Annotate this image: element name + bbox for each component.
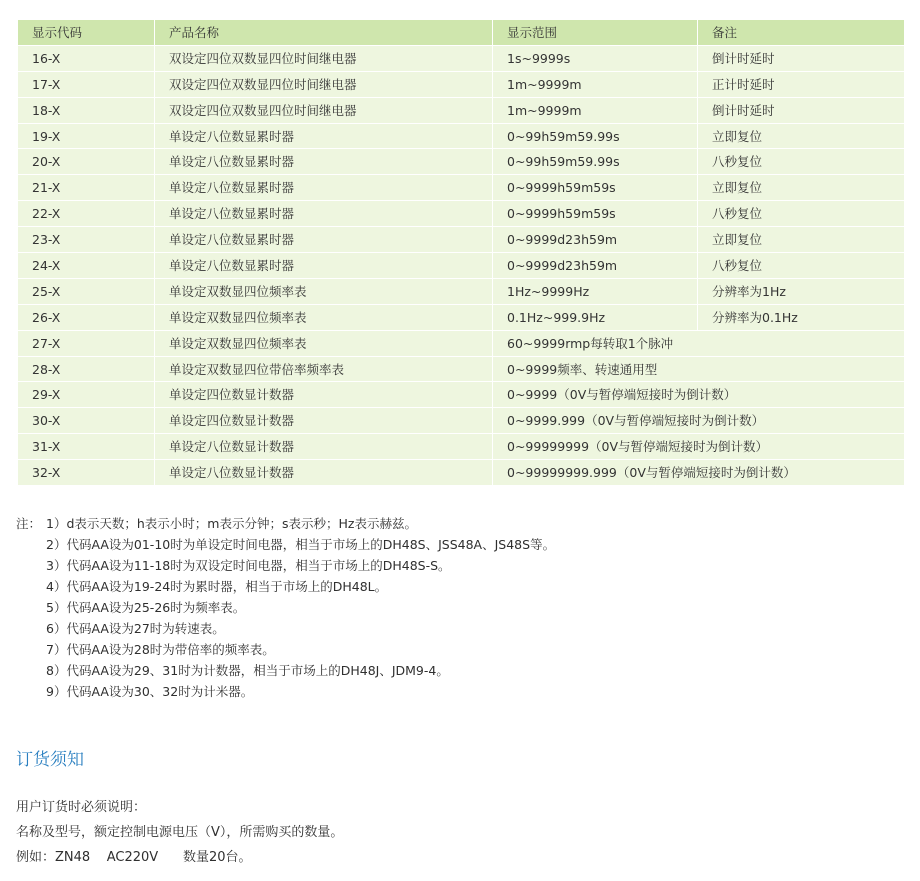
cell-product-name: 单设定四位数显计数器 bbox=[155, 382, 493, 407]
cell-display-range: 0~99h59m59.99s bbox=[493, 149, 698, 174]
cell-code: 31-X bbox=[18, 434, 155, 459]
note-text: 5）代码AA设为25-26时为频率表。 bbox=[46, 600, 246, 615]
cell-display-range: 0~99999999（0V与暂停端短接时为倒计数） bbox=[507, 439, 769, 455]
cell-display-range: 1m~9999m bbox=[493, 98, 698, 123]
cell-product-name: 单设定八位数显累时器 bbox=[155, 227, 493, 252]
cell-remark: 立即复位 bbox=[712, 128, 763, 144]
cell-display-range: 1s~9999s bbox=[493, 46, 698, 71]
cell-display-range: 1m~9999m bbox=[493, 72, 698, 97]
table-row bbox=[18, 305, 904, 331]
notes-section bbox=[16, 513, 555, 702]
table-row bbox=[18, 357, 904, 383]
cell-remark: 立即复位 bbox=[712, 180, 763, 196]
cell-code: 30-X bbox=[18, 408, 155, 433]
note-indent bbox=[16, 555, 46, 576]
cell-remark: 正计时延时 bbox=[712, 76, 775, 92]
cell-code: 17-X bbox=[18, 72, 155, 97]
cell-product-name: 单设定双数显四位频率表 bbox=[155, 305, 493, 330]
cell-display-range: 0~9999d23h59m bbox=[493, 227, 698, 252]
note-item bbox=[16, 639, 555, 660]
cell-remark: 分辨率为1Hz bbox=[712, 283, 786, 299]
header-remark: 备注 bbox=[712, 25, 738, 40]
cell-display-range: 0~9999d23h59m bbox=[493, 253, 698, 278]
note-text: 9）代码AA设为30、32时为计米器。 bbox=[46, 684, 254, 699]
cell-code: 19-X bbox=[18, 124, 155, 149]
table-row bbox=[18, 175, 904, 201]
cell-code: 29-X bbox=[18, 382, 155, 407]
note-indent bbox=[16, 576, 46, 597]
note-text: 1）d表示天数；h表示小时；m表示分钟；s表示秒；Hz表示赫兹。 bbox=[46, 516, 417, 531]
note-item bbox=[16, 555, 555, 576]
table-row bbox=[18, 46, 904, 72]
note-item bbox=[16, 681, 555, 702]
order-notice-body bbox=[16, 795, 343, 870]
cell-product-name: 单设定双数显四位带倍率频率表 bbox=[155, 357, 493, 382]
cell-product-name: 单设定双数显四位频率表 bbox=[155, 331, 493, 356]
header-display-range: 显示范围 bbox=[493, 20, 698, 45]
cell-product-name: 单设定八位数显累时器 bbox=[155, 201, 493, 226]
cell-product-name: 单设定双数显四位频率表 bbox=[155, 279, 493, 304]
note-indent bbox=[16, 681, 46, 702]
cell-product-name: 单设定八位数显计数器 bbox=[155, 460, 493, 485]
header-code: 显示代码 bbox=[18, 20, 155, 45]
note-indent bbox=[16, 597, 46, 618]
cell-code: 22-X bbox=[18, 201, 155, 226]
cell-code: 32-X bbox=[18, 460, 155, 485]
note-item bbox=[16, 660, 555, 681]
cell-display-range: 1Hz~9999Hz bbox=[493, 279, 698, 304]
table-row bbox=[18, 382, 904, 408]
table-row bbox=[18, 124, 904, 150]
cell-code: 26-X bbox=[18, 305, 155, 330]
cell-display-range: 0~9999.999（0V与暂停端短接时为倒计数） bbox=[507, 413, 765, 429]
note-text: 7）代码AA设为28时为带倍率的频率表。 bbox=[46, 642, 275, 657]
cell-display-range: 0~99999999.999（0V与暂停端短接时为倒计数） bbox=[507, 465, 796, 481]
table-row bbox=[18, 253, 904, 279]
header-product-name: 产品名称 bbox=[155, 20, 493, 45]
table-row bbox=[18, 331, 904, 357]
cell-display-range: 0~99h59m59.99s bbox=[493, 124, 698, 149]
note-text: 3）代码AA设为11-18时为双设定时间电器，相当于市场上的DH48S-S。 bbox=[46, 558, 451, 573]
order-line: 例如：ZN48 AC220V 数量20台。 bbox=[16, 850, 252, 865]
cell-product-name: 单设定八位数显累时器 bbox=[155, 149, 493, 174]
cell-display-range: 0~9999频率、转速通用型 bbox=[507, 361, 658, 377]
cell-display-range: 60~9999rmp每转取1个脉冲 bbox=[507, 335, 674, 351]
note-indent bbox=[16, 639, 46, 660]
cell-product-name: 双设定四位双数显四位时间继电器 bbox=[155, 72, 493, 97]
note-prefix: 注： bbox=[16, 516, 42, 531]
product-code-table bbox=[18, 20, 904, 486]
table-row bbox=[18, 72, 904, 98]
cell-code: 27-X bbox=[18, 331, 155, 356]
order-notice-title: 订货须知 bbox=[16, 750, 84, 770]
table-body bbox=[18, 46, 904, 486]
note-item bbox=[16, 576, 555, 597]
note-item bbox=[16, 597, 555, 618]
cell-product-name: 双设定四位双数显四位时间继电器 bbox=[155, 46, 493, 71]
cell-product-name: 双设定四位双数显四位时间继电器 bbox=[155, 98, 493, 123]
note-indent bbox=[16, 534, 46, 555]
cell-display-range: 0~9999h59m59s bbox=[493, 175, 698, 200]
table-row bbox=[18, 460, 904, 486]
table-header-row bbox=[18, 20, 904, 46]
cell-code: 24-X bbox=[18, 253, 155, 278]
note-text: 6）代码AA设为27时为转速表。 bbox=[46, 621, 225, 636]
cell-display-range: 0~9999h59m59s bbox=[493, 201, 698, 226]
table-row bbox=[18, 408, 904, 434]
table-row bbox=[18, 434, 904, 460]
note-item bbox=[16, 618, 555, 639]
table-row bbox=[18, 279, 904, 305]
cell-product-name: 单设定八位数显累时器 bbox=[155, 253, 493, 278]
cell-code: 28-X bbox=[18, 357, 155, 382]
cell-remark: 倒计时延时 bbox=[712, 102, 775, 118]
cell-product-name: 单设定四位数显计数器 bbox=[155, 408, 493, 433]
cell-code: 23-X bbox=[18, 227, 155, 252]
note-text: 2）代码AA设为01-10时为单设定时间电器，相当于市场上的DH48S、JSS48A、JS48S等。 bbox=[46, 537, 556, 552]
cell-code: 21-X bbox=[18, 175, 155, 200]
cell-code: 20-X bbox=[18, 149, 155, 174]
table-row bbox=[18, 98, 904, 124]
note-text: 4）代码AA设为19-24时为累时器，相当于市场上的DH48L。 bbox=[46, 579, 388, 594]
cell-remark: 八秒复位 bbox=[712, 206, 763, 222]
cell-product-name: 单设定八位数显累时器 bbox=[155, 175, 493, 200]
cell-remark: 八秒复位 bbox=[712, 154, 763, 170]
cell-display-range: 0.1Hz~999.9Hz bbox=[493, 305, 698, 330]
cell-code: 25-X bbox=[18, 279, 155, 304]
order-line: 用户订货时必须说明： bbox=[16, 800, 147, 815]
note-text: 8）代码AA设为29、31时为计数器，相当于市场上的DH48J、JDM9-4。 bbox=[46, 663, 449, 678]
table-row bbox=[18, 149, 904, 175]
cell-remark: 八秒复位 bbox=[712, 258, 763, 274]
table-row bbox=[18, 227, 904, 253]
cell-product-name: 单设定八位数显计数器 bbox=[155, 434, 493, 459]
cell-remark: 分辨率为0.1Hz bbox=[712, 309, 798, 325]
note-indent bbox=[16, 618, 46, 639]
note-item bbox=[16, 534, 555, 555]
cell-remark: 倒计时延时 bbox=[712, 50, 775, 66]
cell-remark: 立即复位 bbox=[712, 232, 763, 248]
note-item bbox=[16, 513, 555, 534]
cell-code: 16-X bbox=[18, 46, 155, 71]
note-indent bbox=[16, 660, 46, 681]
cell-display-range: 0~9999（0V与暂停端短接时为倒计数） bbox=[507, 387, 737, 403]
cell-product-name: 单设定八位数显累时器 bbox=[155, 124, 493, 149]
cell-code: 18-X bbox=[18, 98, 155, 123]
order-line: 名称及型号，额定控制电源电压（V），所需购买的数量。 bbox=[16, 825, 344, 840]
table-row bbox=[18, 201, 904, 227]
